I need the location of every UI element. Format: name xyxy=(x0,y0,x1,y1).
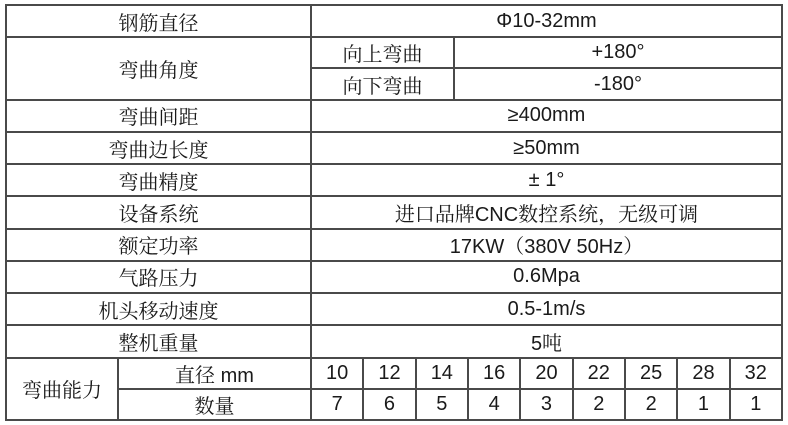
bend-spacing-value: ≥400mm xyxy=(310,101,781,131)
spec-table xyxy=(5,4,783,421)
row-bend-down xyxy=(312,67,781,98)
rated-power-label: 额定功率 xyxy=(118,236,199,259)
capacity-diameter-cell: 32 xyxy=(729,359,781,388)
row-capacity-diameters xyxy=(119,359,781,388)
row-rebar-diameter xyxy=(7,6,781,36)
capacity-quantity-cell: 3 xyxy=(519,390,571,419)
row-air-pressure xyxy=(7,260,781,292)
head-speed-value: 0.5-1m/s xyxy=(310,294,781,324)
capacity-quantity-cell: 2 xyxy=(572,390,624,419)
capacity-diameter-cell: 20 xyxy=(519,359,571,388)
bend-precision-value: ± 1° xyxy=(310,165,781,195)
capacity-diameter-cell: 14 xyxy=(415,359,467,388)
bend-side-length-label: 弯曲边长度 xyxy=(108,139,209,162)
capacity-diameter-cell: 25 xyxy=(624,359,676,388)
capacity-diameter-cell: 16 xyxy=(467,359,519,388)
capacity-quantity-cell: 1 xyxy=(729,390,781,419)
bend-capacity-label: 弯曲能力 xyxy=(22,380,102,403)
capacity-diameter-cell: 22 xyxy=(572,359,624,388)
row-total-weight xyxy=(7,324,781,356)
bend-side-length-value: ≥50mm xyxy=(310,133,781,163)
equipment-system-value: 进口品牌CNC数控系统，无级可调 xyxy=(310,197,781,227)
capacity-quantity-cell: 2 xyxy=(624,390,676,419)
row-rated-power xyxy=(7,228,781,260)
capacity-quantity-cell: 7 xyxy=(310,390,362,419)
row-group-bend-capacity xyxy=(7,357,781,419)
air-pressure-value: 0.6Mpa xyxy=(310,262,781,292)
bend-up-label: 向上弯曲 xyxy=(342,44,423,67)
row-equipment-system xyxy=(7,195,781,227)
capacity-diameter-cell: 10 xyxy=(310,359,362,388)
row-bend-spacing xyxy=(7,99,781,131)
rebar-diameter-value: Φ10-32mm xyxy=(310,6,781,36)
total-weight-value: 5吨 xyxy=(310,326,781,356)
bend-capacity-subrows xyxy=(117,359,781,419)
capacity-quantity-cell: 1 xyxy=(676,390,728,419)
rebar-diameter-label: 钢筋直径 xyxy=(118,12,199,35)
row-bend-up xyxy=(312,38,781,67)
row-capacity-quantities xyxy=(119,388,781,419)
rated-power-value: 17KW（380V 50Hz） xyxy=(310,230,781,260)
row-group-bend-angle xyxy=(7,36,781,98)
capacity-quantity-cell: 4 xyxy=(467,390,519,419)
row-bend-side-length xyxy=(7,131,781,163)
head-speed-label: 机头移动速度 xyxy=(98,300,219,323)
total-weight-label: 整机重量 xyxy=(118,332,199,355)
capacity-quantity-cell: 5 xyxy=(415,390,467,419)
capacity-diameter-cell: 28 xyxy=(676,359,728,388)
bend-down-label: 向下弯曲 xyxy=(342,75,423,98)
bend-up-value: +180° xyxy=(453,38,781,67)
bend-spacing-label: 弯曲间距 xyxy=(118,107,199,130)
capacity-quantity-header: 数量 xyxy=(194,395,235,418)
row-head-speed xyxy=(7,292,781,324)
capacity-diameter-header: 直径 mm xyxy=(175,364,254,387)
bend-down-value: -180° xyxy=(453,69,781,98)
bend-angle-label: 弯曲角度 xyxy=(118,59,199,82)
capacity-quantity-cell: 6 xyxy=(362,390,414,419)
equipment-system-label: 设备系统 xyxy=(118,204,199,227)
bend-angle-subrows xyxy=(310,38,781,98)
capacity-diameter-cell: 12 xyxy=(362,359,414,388)
bend-precision-label: 弯曲精度 xyxy=(118,171,199,194)
air-pressure-label: 气路压力 xyxy=(118,268,199,291)
row-bend-precision xyxy=(7,163,781,195)
